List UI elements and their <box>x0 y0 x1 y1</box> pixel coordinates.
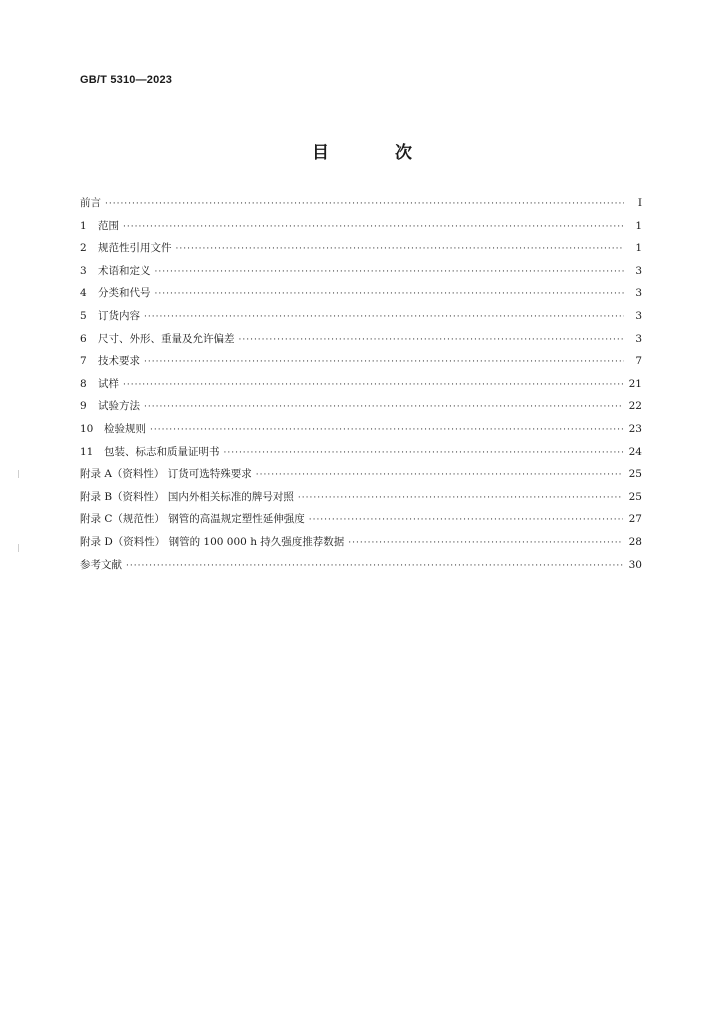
toc-entry-page: 30 <box>628 558 642 571</box>
document-code: GB/T 5310—2023 <box>80 74 173 86</box>
toc-entry-page: 3 <box>635 264 642 277</box>
toc-entry[interactable] <box>80 286 642 309</box>
scan-edge-mark <box>18 470 19 478</box>
toc-entry-text: 参考文献 <box>80 558 122 571</box>
toc-entry-text: 技术要求 <box>98 355 140 368</box>
toc-entry[interactable] <box>80 309 642 332</box>
toc-entry-text: 附录 D（资料性） 钢管的 100 000 h 持久强度推荐数据 <box>80 535 345 548</box>
toc-entry-page: 27 <box>628 513 642 526</box>
toc-entry-page: 24 <box>628 445 642 458</box>
toc-leader-dots <box>144 400 623 414</box>
toc-entry-text: 检验规则 <box>104 422 146 435</box>
toc-entry-label <box>80 535 344 549</box>
toc-entry-label <box>80 309 140 323</box>
toc-entry-number: 6 <box>80 332 87 345</box>
toc-entry-label <box>80 286 151 300</box>
toc-entry-number: 1 <box>80 219 87 232</box>
toc-entry-text: 试样 <box>98 377 119 390</box>
toc-entry[interactable] <box>80 558 642 581</box>
toc-entry[interactable] <box>80 377 642 400</box>
toc-entry[interactable] <box>80 196 642 219</box>
toc-entry-page: 23 <box>628 422 642 435</box>
toc-entry-text: 附录 A（资料性） 订货可选特殊要求 <box>80 468 252 481</box>
toc-entry-label <box>80 354 140 368</box>
toc-entry[interactable] <box>80 445 642 468</box>
toc-entry-label <box>80 332 235 346</box>
toc-entry-text: 范围 <box>98 219 119 232</box>
toc-entry-text: 订货内容 <box>98 309 140 322</box>
toc-entry-page: 1 <box>635 242 642 255</box>
toc-entry-page: 3 <box>635 309 642 322</box>
toc-entry-page: 3 <box>635 332 642 345</box>
toc-entry[interactable] <box>80 264 642 287</box>
toc-leader-dots <box>176 242 625 256</box>
toc-entry-text: 分类和代号 <box>98 287 151 300</box>
toc-leader-dots <box>348 536 622 550</box>
toc-entry-label <box>80 490 294 504</box>
toc-entry-label <box>80 264 151 278</box>
toc-entry[interactable] <box>80 422 642 445</box>
toc-leader-dots <box>150 423 623 437</box>
toc-entry-label <box>80 422 146 436</box>
toc-entry-number: 8 <box>80 377 87 390</box>
toc-entry-number: 7 <box>80 355 87 368</box>
toc-entry-text: 前言 <box>80 197 101 209</box>
toc-entry-number: 5 <box>80 309 87 322</box>
toc-leader-dots <box>155 265 625 279</box>
toc-entry-page: 25 <box>628 490 642 503</box>
toc-entry-label <box>80 558 122 572</box>
toc-entry-label <box>80 467 252 481</box>
toc-entry-label <box>80 377 119 391</box>
toc-leader-dots <box>256 468 623 482</box>
toc-entry-page: 22 <box>628 400 642 413</box>
toc-entry-page: 1 <box>635 219 642 232</box>
toc-entry-page: Ⅰ <box>637 197 642 209</box>
toc-leader-dots <box>123 378 623 392</box>
toc-entry[interactable] <box>80 332 642 355</box>
toc-entry-text: 术语和定义 <box>98 264 151 277</box>
toc-entry[interactable] <box>80 512 642 535</box>
toc-leader-dots <box>144 355 624 369</box>
toc-entry-number: 9 <box>80 400 87 413</box>
toc-entry-label <box>80 219 119 233</box>
toc-entry-page: 3 <box>635 287 642 300</box>
toc-entry-text: 试验方法 <box>98 400 140 413</box>
toc-entry-number: 10 <box>80 422 94 435</box>
toc-entry-text: 包装、标志和质量证明书 <box>104 445 220 458</box>
toc-leader-dots <box>155 287 625 301</box>
toc-leader-dots <box>123 220 624 234</box>
toc-entry-label <box>80 445 220 459</box>
toc-entry-page: 21 <box>628 377 642 390</box>
toc-leader-dots <box>309 513 623 527</box>
toc-leader-dots <box>298 491 623 505</box>
table-of-contents <box>80 196 642 580</box>
toc-entry-page: 28 <box>628 535 642 548</box>
toc-entry[interactable] <box>80 219 642 242</box>
toc-entry[interactable] <box>80 535 642 558</box>
toc-leader-dots <box>144 310 624 324</box>
toc-entry[interactable] <box>80 399 642 422</box>
toc-entry-text: 规范性引用文件 <box>98 242 172 255</box>
toc-entry-number: 2 <box>80 242 87 255</box>
toc-entry[interactable] <box>80 354 642 377</box>
toc-leader-dots <box>105 197 624 211</box>
toc-entry-label <box>80 399 140 413</box>
toc-entry-label <box>80 241 172 255</box>
toc-entry-label <box>80 512 305 526</box>
toc-entry[interactable] <box>80 241 642 264</box>
page-title: 目 次 <box>312 143 442 163</box>
toc-entry-text: 尺寸、外形、重量及允许偏差 <box>98 332 235 345</box>
toc-entry[interactable] <box>80 467 642 490</box>
toc-entry-number: 4 <box>80 287 87 300</box>
toc-entry-page: 25 <box>628 468 642 481</box>
toc-entry-number: 3 <box>80 264 87 277</box>
toc-entry-label <box>80 196 101 210</box>
toc-leader-dots <box>239 333 625 347</box>
toc-entry-text: 附录 B（资料性） 国内外相关标准的牌号对照 <box>80 490 294 503</box>
scan-edge-mark <box>18 544 19 552</box>
toc-entry-page: 7 <box>635 355 642 368</box>
toc-leader-dots <box>126 559 623 573</box>
toc-entry[interactable] <box>80 490 642 513</box>
toc-leader-dots <box>224 446 623 460</box>
toc-entry-number: 11 <box>80 445 94 458</box>
toc-entry-text: 附录 C（规范性） 钢管的高温规定塑性延伸强度 <box>80 513 305 526</box>
